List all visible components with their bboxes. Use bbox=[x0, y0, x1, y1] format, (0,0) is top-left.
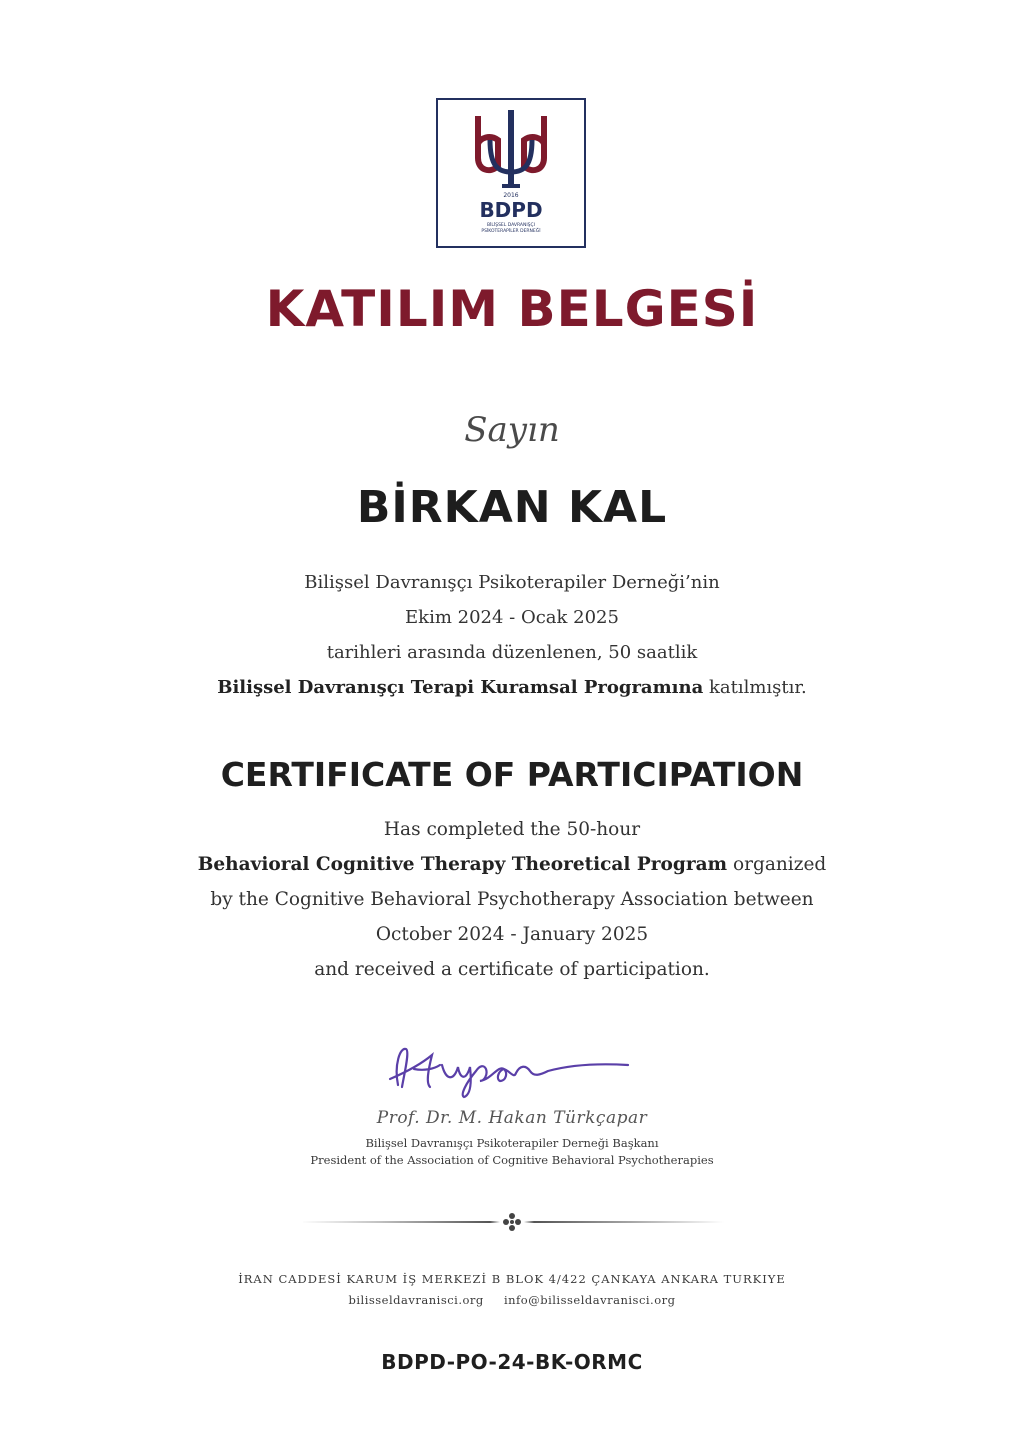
logo-subtitle-line2: PSİKOTERAPİLER DERNEĞİ bbox=[481, 229, 541, 234]
logo-year: 2016 bbox=[503, 192, 519, 199]
footer-address: İRAN CADDESİ KARUM İŞ MERKEZİ B BLOK 4/422 ÇANKAYA ANKARA TURKIYE bbox=[238, 1272, 786, 1286]
body-tr-line4-rest: katılmıştır. bbox=[703, 677, 807, 698]
body-en-line2-rest: organized bbox=[727, 854, 827, 875]
signatory-title-tr: Bilişsel Davranışçı Psikoterapiler Derneği Başkanı bbox=[365, 1136, 659, 1150]
program-name-tr: Bilişsel Davranışçı Terapi Kuramsal Programına bbox=[217, 677, 704, 698]
body-en-line5: and received a certificate of participation. bbox=[314, 959, 710, 980]
signature-image bbox=[380, 1035, 640, 1101]
body-en-line3: by the Cognitive Behavioral Psychotherapy Association between bbox=[210, 889, 814, 910]
email-link[interactable]: info@bilisseldavranisci.org bbox=[503, 1293, 676, 1307]
ornamental-divider bbox=[300, 1210, 724, 1234]
fleuron-icon bbox=[503, 1213, 521, 1231]
salutation: Sayın bbox=[464, 410, 560, 450]
certificate-title-tr: KATILIM BELGESİ bbox=[265, 280, 759, 338]
signatory-title-en: President of the Association of Cognitive Behavioral Psychotherapies bbox=[310, 1153, 714, 1167]
body-en-line2 bbox=[0, 847, 1024, 882]
body-tr-line2: Ekim 2024 - Ocak 2025 bbox=[405, 607, 619, 628]
document-code: BDPD-PO-24-BK-ORMC bbox=[381, 1350, 643, 1374]
signatory-name: Prof. Dr. M. Hakan Türkçapar bbox=[376, 1108, 648, 1128]
certificate-title-en: CERTIFICATE OF PARTICIPATION bbox=[220, 755, 804, 794]
body-en-line1: Has completed the 50-hour bbox=[383, 819, 641, 840]
body-tr-line1: Bilişsel Davranışçı Psikoterapiler Derneği’nin bbox=[304, 572, 720, 593]
body-tr-line3: tarihleri arasında düzenlenen, 50 saatlik bbox=[326, 642, 698, 663]
logo-subtitle-line1: BİLİŞSEL DAVRANIŞÇI bbox=[486, 223, 536, 228]
bdpd-logo-icon bbox=[438, 100, 584, 246]
body-en-line4: October 2024 - January 2025 bbox=[375, 924, 649, 945]
website-link[interactable]: bilisseldavranisci.org bbox=[348, 1293, 484, 1307]
program-name-en: Behavioral Cognitive Therapy Theoretical Program bbox=[197, 854, 728, 875]
body-tr-line4 bbox=[0, 670, 1024, 705]
certificate-body-en bbox=[0, 812, 1024, 987]
certificate-body-tr bbox=[0, 565, 1024, 705]
association-logo bbox=[436, 98, 586, 248]
footer-contact bbox=[0, 1293, 1024, 1307]
logo-acronym: BDPD bbox=[479, 198, 543, 222]
recipient-name: BİRKAN KAL bbox=[356, 482, 668, 533]
